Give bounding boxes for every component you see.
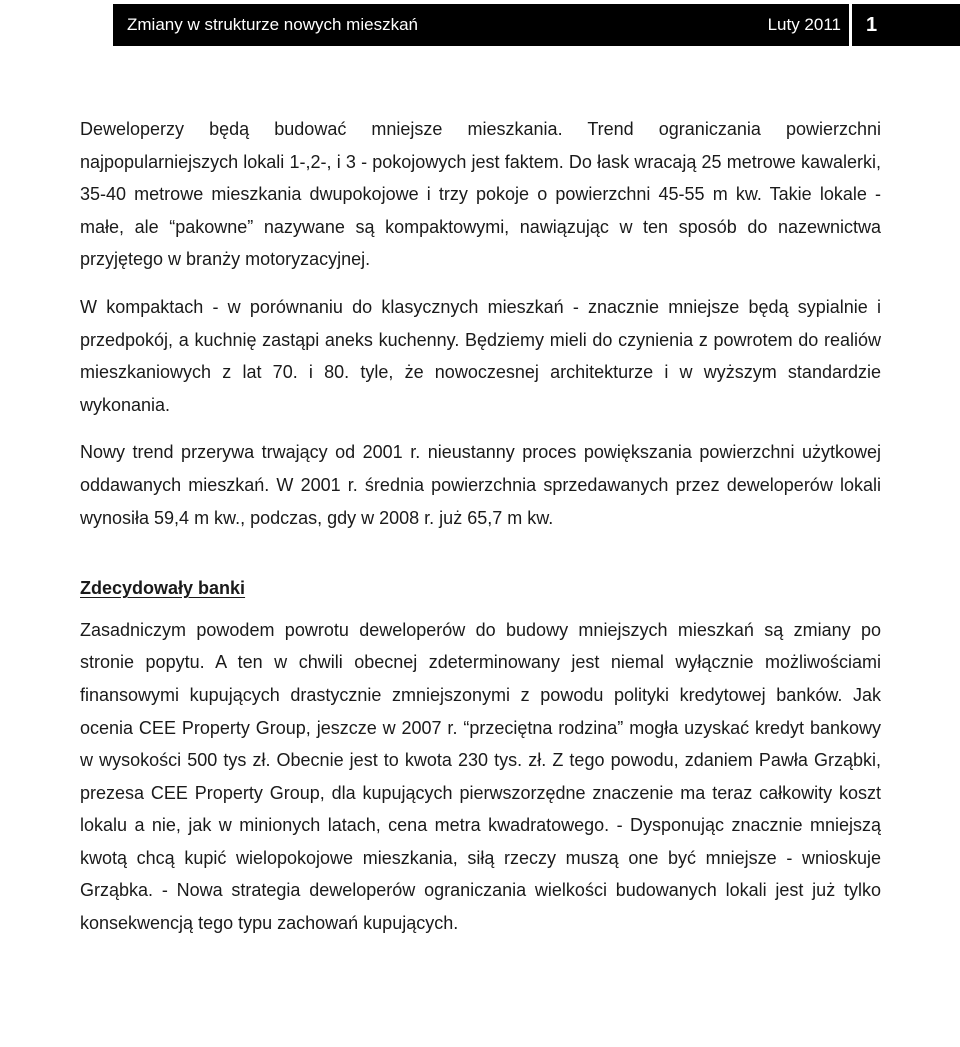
document-date: Luty 2011 — [767, 15, 841, 34]
paragraph-banks: Zasadniczym powodem powrotu deweloperów do budowy mniejszych mieszkań są zmiany po stronie popytu. A ten w chwili obecnej zdeterminowany jest niemal wyłącznie możliwościami finansowymi kupujących drastycznie zmniejszonymi z powodu polityki kredytowej banków. Jak ocenia CEE Property Group, jeszcze w 2007 r. “przeciętna rodzina” mogła uzyskać kredyt bankowy w wysokości 500 tys zł. Obecnie jest to kwota 230 tys. zł. Z tego powodu, zdaniem Pawła Grząbki, prezesa CEE Property Group, dla kupujących pierwszorzędne znaczenie ma teraz całkowity koszt lokalu a nie, jak w minionych latach, cena metra kwadratowego. - Dysponując znacznie mniejszą kwotą chcą kupić wielopokojowe mieszkania, siłą rzeczy muszą one być mniejsze - wnioskuje Grząbka. - Nowa strategia deweloperów ograniczania wielkości budowanych lokali jest już tylko konsekwencją tego typu zachowań kupujących. — [80, 619, 881, 934]
document-body — [80, 113, 881, 955]
page-number-box — [852, 4, 960, 46]
paragraph-compacts: W kompaktach - w porównaniu do klasycznych mieszkań - znacznie mniejsze będą sypialnie i przedpokój, a kuchnię zastąpi aneks kuchenny. Będziemy mieli do czynienia z powrotem do realiów mieszkaniowych z lat 70. i 80. tyle, że nowoczesnej architekturze i w wyższym standardzie wykonania. — [80, 296, 881, 415]
header-title-bar — [113, 4, 849, 46]
page-number: 1 — [866, 14, 878, 36]
section-heading: Zdecydowały banki — [80, 578, 246, 599]
document-title: Zmiany w strukturze nowych mieszkań — [127, 15, 418, 34]
page-header — [0, 0, 960, 47]
paragraph-trend: Nowy trend przerywa trwający od 2001 r. nieustanny proces powiększania powierzchni użytkowej oddawanych mieszkań. W 2001 r. średnia powierzchnia sprzedawanych przez deweloperów lokali wynosiła 59,4 m kw., podczas, gdy w 2008 r. już 65,7 m kw. — [80, 442, 881, 528]
paragraph-intro: Deweloperzy będą budować mniejsze mieszkania. Trend ograniczania powierzchni najpopularniejszych lokali 1-,2-, i 3 - pokojowych jest faktem. Do łask wracają 25 metrowe kawalerki, 35-40 metrowe mieszkania dwupokojowe i trzy pokoje o powierzchni 45-55 m kw. Takie lokale - małe, ale “pakowne” nazywane są kompaktowymi, nawiązując w ten sposób do nazewnictwa przyjętego w branży motoryzacyjnej. — [80, 119, 881, 270]
